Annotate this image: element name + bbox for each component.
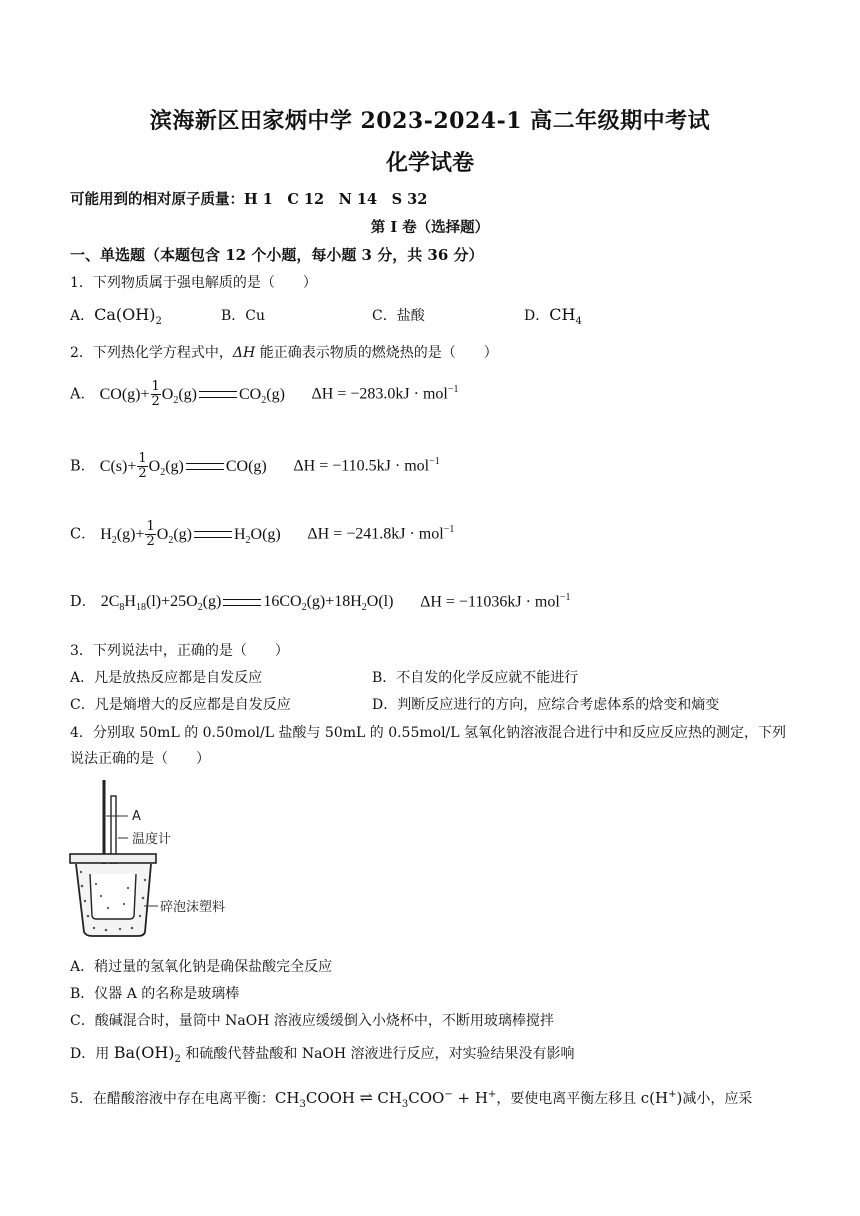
q4-stem-line1: 4．分别取 50mL 的 0.50mol/L 盐酸与 50mL 的 0.55mol/L 氢氧化钠溶液混合进行中和反应反应热的测定，下列 bbox=[70, 725, 787, 741]
label-thermometer: 温度计 bbox=[132, 832, 172, 847]
q2-option-d: D． $2C_8H_{18}(l)+25O_2(g)$ $16CO_2(g)+18H_2O(l) \Delta H = -11036kJ \cdot mol^{-1}$ bbox=[70, 591, 571, 614]
q2-option-c: C． $H_2(g)+$ $\frac{1}{2}$ $O_2(g)$ $H_2O(g) \Delta H = -241.8kJ \cdot mol^{-1}$ bbox=[70, 519, 455, 549]
q2-option-a: A． CO(g)+ $\frac{1}{2}$ $O_2(g)$ $CO_2(g) \Delta H = -283.0kJ \cdot mol^{-1}$ bbox=[70, 379, 459, 409]
q4-stem-line2: 说法正确的是（ ） bbox=[70, 751, 210, 767]
q3-option-d: D．判断反应进行的方向，应综合考虑体系的焓变和熵变 bbox=[372, 697, 720, 713]
exam-title: 滨海新区田家炳中学 2023-2024-1 高二年级期中考试 bbox=[149, 108, 711, 134]
q3-option-c: C．凡是熵增大的反应都是自发反应 bbox=[70, 697, 291, 713]
label-foam: 碎泡沫塑料 bbox=[160, 900, 226, 915]
section-heading: 一、单选题（本题包含 12 个小题，每小题 3 分，共 36 分） bbox=[70, 246, 484, 264]
q2-stem: 2．下列热化学方程式中，ΔH 能正确表示物质的燃烧热的是（ ） bbox=[70, 345, 498, 361]
q4-option-b: B．仪器 A 的名称是玻璃棒 bbox=[70, 986, 240, 1002]
q1-option-a: A．$Ca(OH)_2$ bbox=[70, 305, 162, 327]
q4-option-c: C．酸碱混合时，量筒中 NaOH 溶液应缓缓倒入小烧杯中，不断用玻璃棒搅拌 bbox=[70, 1013, 554, 1029]
part-heading: 第 I 卷（选择题） bbox=[370, 219, 490, 236]
q1-option-b: B．Cu bbox=[221, 308, 266, 324]
q5-stem: 5．在醋酸溶液中存在电离平衡：$CH_3COOH$ ⇌ $CH_3COO^- + H^+$，要使电离平衡左移且 c(H+)减小，应采 bbox=[70, 1088, 753, 1110]
q1-option-c: C．盐酸 bbox=[372, 308, 425, 324]
q1-stem: 1．下列物质属于强电解质的是（ ） bbox=[70, 275, 317, 291]
label-a: A bbox=[132, 809, 141, 824]
q3-stem: 3．下列说法中，正确的是（ ） bbox=[70, 643, 289, 659]
q3-option-a: A．凡是放热反应都是自发反应 bbox=[70, 670, 263, 686]
q4-option-a: A．稍过量的氢氧化钠是确保盐酸完全反应 bbox=[70, 959, 333, 975]
q4-option-d: D．用 $Ba(OH)_2$ 和硫酸代替盐酸和 NaOH 溶液进行反应，对实验结果没有影响 bbox=[70, 1043, 575, 1065]
q2-option-b: B． C(s)+ $\frac{1}{2}$ $O_2(g)$ CO(g) ΔH = −110.5kJ · mol$^{-1}$ bbox=[70, 451, 440, 481]
atomic-masses: 可能用到的相对原子质量：H 1 C 12 N 14 S 32 bbox=[70, 191, 428, 208]
q1-option-d: D．$CH_4$ bbox=[524, 305, 582, 327]
calorimeter-diagram bbox=[66, 776, 256, 946]
exam-subject: 化学试卷 bbox=[385, 150, 474, 176]
q3-option-b: B．不自发的化学反应就不能进行 bbox=[372, 670, 579, 686]
